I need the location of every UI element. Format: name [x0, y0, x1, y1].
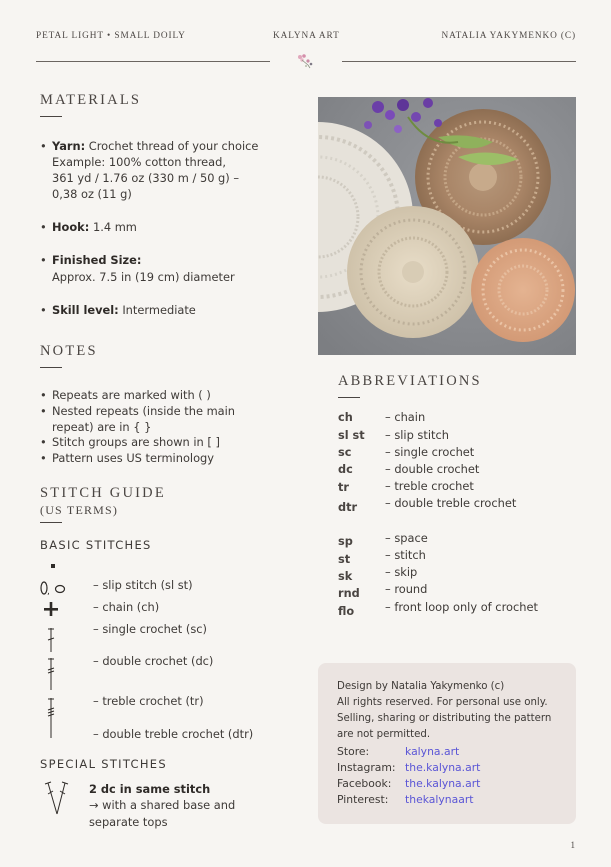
- bullet: •: [40, 388, 47, 402]
- abbr-key: st: [338, 553, 351, 566]
- abbr-value: – treble crochet: [385, 479, 474, 493]
- floral-ornament-icon: [294, 52, 318, 70]
- abbreviations-rule: [338, 397, 360, 398]
- store-link[interactable]: kalyna.art: [405, 745, 460, 758]
- doily-photo: [318, 97, 576, 355]
- instagram-link[interactable]: the.kalyna.art: [405, 761, 481, 774]
- skill-line: Skill level: Intermediate: [52, 303, 196, 317]
- bullet: •: [40, 435, 47, 449]
- stitch-chain: – chain (ch): [93, 600, 160, 614]
- info-line-1: Design by Natalia Yakymenko (c): [337, 681, 505, 692]
- note-item: Pattern uses US terminology: [52, 451, 215, 465]
- pinterest-link[interactable]: thekalynaart: [405, 793, 474, 806]
- bullet: •: [40, 451, 47, 465]
- notes-title: NOTES: [40, 343, 98, 359]
- abbr-key: sk: [338, 570, 353, 583]
- bullet: •: [40, 303, 47, 317]
- stitch-slip: – slip stitch (sl st): [93, 578, 193, 592]
- basic-stitches-title: BASIC STITCHES: [40, 538, 152, 552]
- size-text: Approx. 7.5 in (19 cm) diameter: [52, 270, 235, 284]
- facebook-link[interactable]: the.kalyna.art: [405, 777, 481, 790]
- yarn-line-2: Example: 100% cotton thread,: [52, 155, 226, 169]
- abbr-key: rnd: [338, 587, 360, 600]
- abbr-value: – chain: [385, 410, 426, 424]
- facebook-label: Facebook:: [337, 777, 392, 790]
- special-stitch-desc-2: separate tops: [89, 815, 168, 829]
- instagram-label: Instagram:: [337, 761, 396, 774]
- yarn-line-4: 0,38 oz (11 g): [52, 187, 132, 201]
- info-line-3: Selling, sharing or distributing the pattern: [337, 713, 552, 724]
- bullet: •: [40, 404, 47, 418]
- pinterest-label: Pinterest:: [337, 793, 389, 806]
- abbr-key: sc: [338, 446, 352, 459]
- info-line-2: All rights reserved. For personal use only.: [337, 697, 548, 708]
- note-item: Repeats are marked with ( ): [52, 388, 211, 402]
- bullet: •: [40, 253, 47, 267]
- bullet: •: [40, 220, 47, 234]
- header-rule-right: [342, 61, 576, 62]
- header-left: PETAL LIGHT • SMALL DOILY: [36, 31, 186, 41]
- special-stitch-name: 2 dc in same stitch: [89, 782, 211, 796]
- size-label: Finished Size:: [52, 253, 142, 267]
- abbr-key: tr: [338, 481, 349, 494]
- abbr-key: sl st: [338, 429, 365, 442]
- abbr-value: – skip: [385, 565, 418, 579]
- abbreviations-title: ABBREVIATIONS: [338, 373, 482, 389]
- stitch-treble: – treble crochet (tr): [93, 694, 204, 708]
- header-center: KALYNA ART: [273, 31, 340, 41]
- copyright-info-box: [318, 663, 576, 824]
- yarn-line-3: 361 yd / 1.76 oz (330 m / 50 g) –: [52, 171, 240, 185]
- stitch-single: – single crochet (sc): [93, 622, 207, 636]
- note-item: Nested repeats (inside the main: [52, 404, 236, 418]
- note-item-continued: repeat) are in { }: [52, 420, 152, 434]
- abbr-key: sp: [338, 535, 353, 548]
- notes-rule: [40, 367, 62, 368]
- two-dc-symbol-icon: [44, 780, 70, 816]
- header-rule-left: [36, 61, 270, 62]
- stitch-guide-rule: [40, 522, 62, 523]
- stitch-guide-title: STITCH GUIDE: [40, 485, 166, 501]
- stitch-double: – double crochet (dc): [93, 654, 214, 668]
- special-stitch-desc-1: → with a shared base and: [89, 798, 236, 812]
- stitch-double-treble: – double treble crochet (dtr): [93, 727, 254, 741]
- materials-title: MATERIALS: [40, 92, 142, 108]
- abbr-value: – front loop only of crochet: [385, 600, 538, 614]
- hook-line: Hook: 1.4 mm: [52, 220, 137, 234]
- note-item: Stitch groups are shown in [ ]: [52, 435, 220, 449]
- bullet: •: [40, 139, 47, 153]
- abbr-value: – single crochet: [385, 445, 475, 459]
- abbr-value: – double crochet: [385, 462, 480, 476]
- svg-text:,: ,: [47, 587, 50, 597]
- abbr-key: dc: [338, 463, 353, 476]
- abbr-value: – double treble crochet: [385, 496, 517, 510]
- abbr-key: ch: [338, 411, 353, 424]
- special-stitches-title: SPECIAL STITCHES: [40, 757, 167, 771]
- abbr-value: – round: [385, 582, 428, 596]
- materials-rule: [40, 116, 62, 117]
- abbr-value: – slip stitch: [385, 428, 449, 442]
- abbr-value: – space: [385, 531, 428, 545]
- page-number: 1: [570, 840, 575, 850]
- stitch-guide-subtitle: (US TERMS): [40, 503, 119, 517]
- abbr-key: flo: [338, 605, 355, 618]
- abbr-key: dtr: [338, 501, 358, 514]
- stitch-symbols-icon: [38, 560, 68, 740]
- info-line-4: are not permitted.: [337, 729, 431, 740]
- store-label: Store:: [337, 745, 370, 758]
- abbr-value: – stitch: [385, 548, 426, 562]
- yarn-line: Yarn: Crochet thread of your choice: [52, 139, 259, 153]
- header-right: NATALIA YAKYMENKO (C): [441, 31, 576, 41]
